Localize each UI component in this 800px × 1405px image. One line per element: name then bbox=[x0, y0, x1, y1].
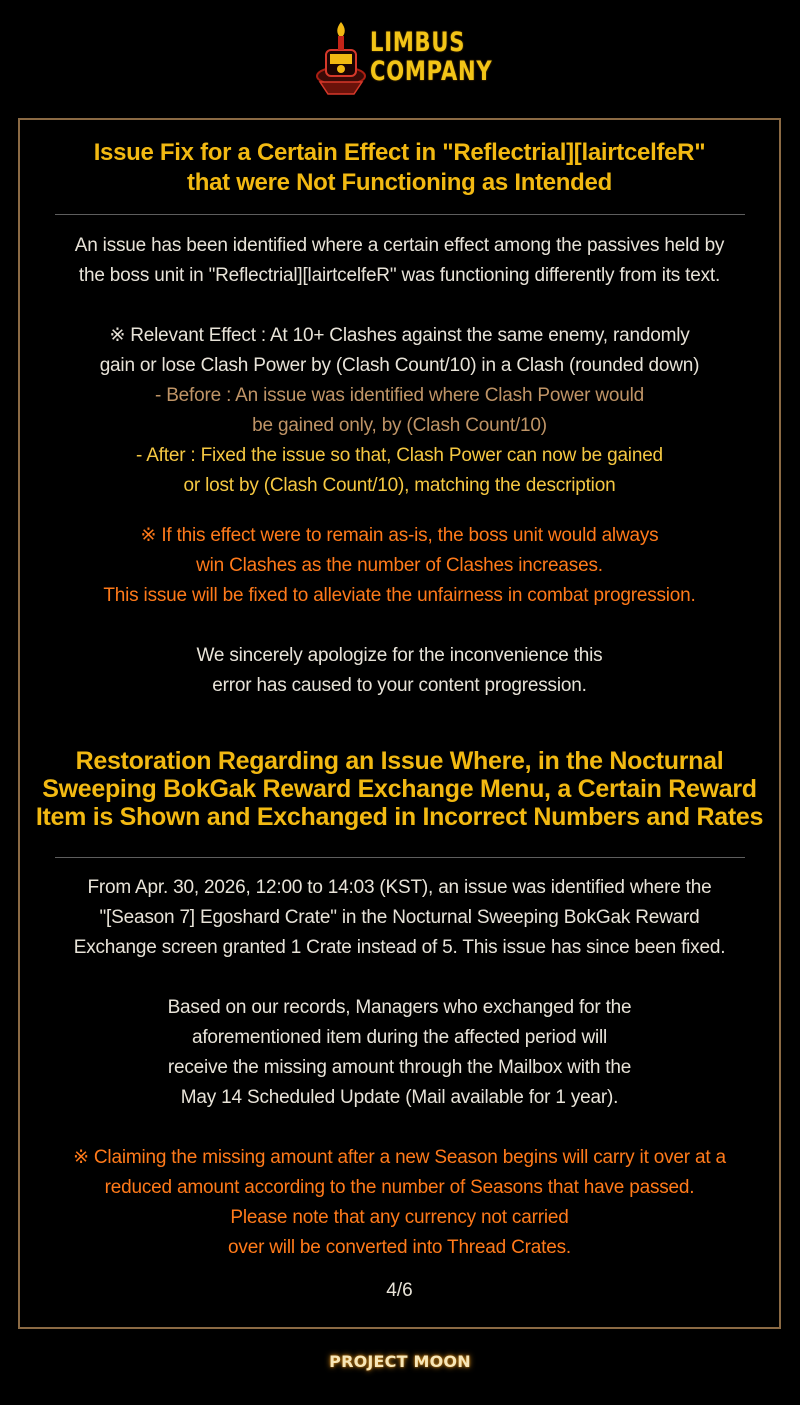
note-line2: reduced amount according to the number of Seasons that have passed. bbox=[104, 1177, 695, 1198]
section1-title bbox=[20, 138, 779, 198]
warning-line1: ※ If this effect were to remain as-is, the boss unit would always bbox=[140, 525, 659, 546]
section1-title-line1: Issue Fix for a Certain Effect in "Reflectrial][lairtcelfeR" bbox=[93, 139, 706, 166]
section2-detail bbox=[20, 873, 779, 963]
before-line2: be gained only, by (Clash Count/10) bbox=[252, 415, 547, 436]
comp-line3: receive the missing amount through the Mailbox with the bbox=[167, 1057, 632, 1078]
section2-title-line3: Item is Shown and Exchanged in Incorrect Numbers and Rates bbox=[35, 803, 764, 831]
section2-compensation bbox=[20, 993, 779, 1113]
before-line1: - Before : An issue was identified where Clash Power would bbox=[155, 385, 644, 406]
logo-wordmark bbox=[370, 27, 493, 87]
section1-intro bbox=[20, 231, 779, 291]
logo-line-limbus: LIMBUS bbox=[370, 27, 466, 58]
section1-divider bbox=[55, 214, 745, 215]
after-line2: or lost by (Clash Count/10), matching the description bbox=[183, 475, 616, 496]
section1-intro-line2: the boss unit in "Reflectrial][lairtcelfeR" was functioning differently from its text. bbox=[78, 265, 721, 286]
page-indicator: 4/6 bbox=[386, 1280, 413, 1301]
section1-effect-details bbox=[20, 321, 779, 501]
project-moon-footer: PROJECT MOON bbox=[329, 1352, 471, 1371]
comp-line1: Based on our records, Managers who exchanged for the bbox=[167, 997, 632, 1018]
effect-line1: ※ Relevant Effect : At 10+ Clashes against the same enemy, randomly bbox=[109, 325, 690, 346]
comp-line2: aforementioned item during the affected period will bbox=[191, 1027, 608, 1048]
warning-line3: This issue will be fixed to alleviate the unfairness in combat progression. bbox=[103, 585, 696, 606]
effect-line2: gain or lose Clash Power by (Clash Count/10) in a Clash (rounded down) bbox=[99, 355, 700, 376]
section2-divider bbox=[55, 857, 745, 858]
warning-line2: win Clashes as the number of Clashes increases. bbox=[196, 555, 603, 576]
note-line1: ※ Claiming the missing amount after a new Season begins will carry it over at a bbox=[73, 1147, 726, 1168]
notice-panel bbox=[18, 118, 781, 1329]
after-text bbox=[20, 441, 779, 501]
note-line4: over will be converted into Thread Crates. bbox=[228, 1237, 571, 1258]
section1-apology bbox=[20, 641, 779, 701]
comp-line4: May 14 Scheduled Update (Mail available for 1 year). bbox=[180, 1087, 619, 1108]
detail-line1: From Apr. 30, 2026, 12:00 to 14:03 (KST), an issue was identified where the bbox=[87, 877, 712, 898]
logo-line-company: COMPANY bbox=[370, 56, 493, 87]
section1-warning bbox=[20, 521, 779, 611]
limbus-bus-emblem-icon bbox=[314, 16, 368, 100]
detail-line3: Exchange screen granted 1 Crate instead of 5. This issue has since been fixed. bbox=[73, 937, 726, 958]
note-line3: Please note that any currency not carried bbox=[230, 1207, 569, 1228]
section1-title-line2: that were Not Functioning as Intended bbox=[187, 169, 612, 196]
section1-intro-line1: An issue has been identified where a certain effect among the passives held by bbox=[74, 235, 725, 256]
apology-line1: We sincerely apologize for the inconvenience this bbox=[196, 645, 603, 666]
detail-line2: "[Season 7] Egoshard Crate" in the Nocturnal Sweeping BokGak Reward bbox=[99, 907, 700, 928]
apology-line2: error has caused to your content progression. bbox=[212, 675, 587, 696]
before-text bbox=[20, 381, 779, 441]
section2-title-line1: Restoration Regarding an Issue Where, in the Nocturnal bbox=[75, 747, 724, 775]
section2-title-line2: Sweeping BokGak Reward Exchange Menu, a Certain Reward bbox=[42, 775, 757, 803]
limbus-company-logo bbox=[314, 16, 494, 100]
relevant-effect-text bbox=[20, 321, 779, 381]
after-line1: - After : Fixed the issue so that, Clash Power can now be gained bbox=[136, 445, 663, 466]
section2-title bbox=[20, 747, 779, 831]
section2-note bbox=[20, 1143, 779, 1263]
